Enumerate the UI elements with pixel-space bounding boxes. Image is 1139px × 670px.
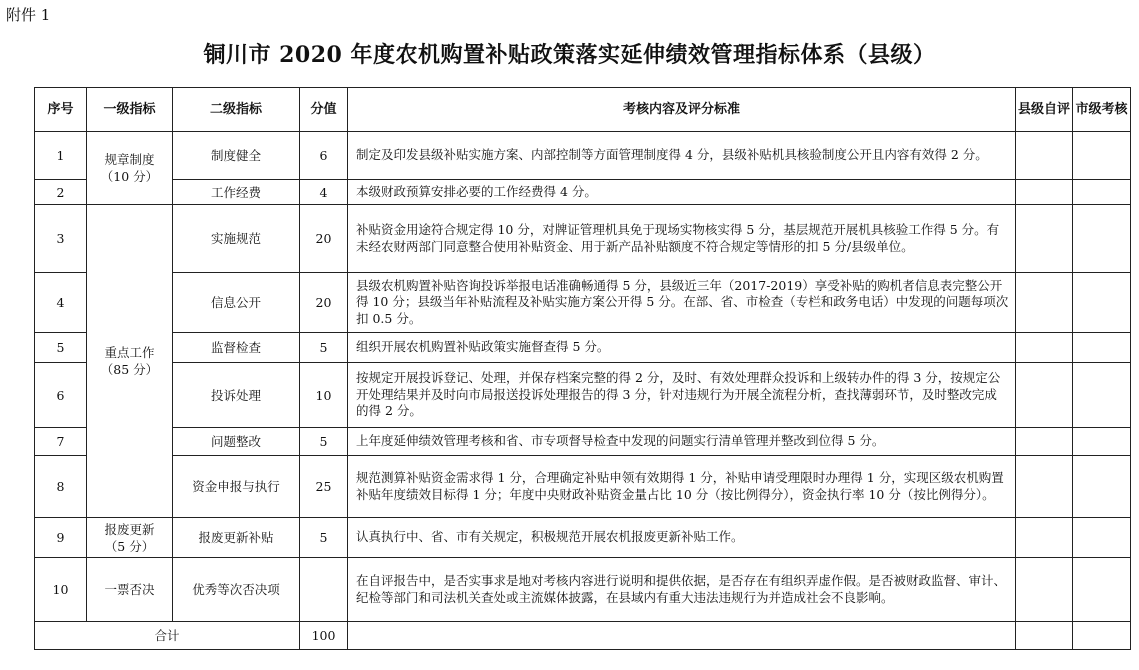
table-row: [35, 558, 1131, 622]
indicator-cell: 实施规范: [173, 205, 300, 273]
score-cell: 4: [300, 180, 348, 205]
county-self-cell[interactable]: [1016, 273, 1073, 333]
criteria-cell: 上年度延伸绩效管理考核和省、市专项督导检查中发现的问题实行清单管理并整改到位得 5 分。: [348, 428, 1016, 456]
county-self-cell[interactable]: [1016, 205, 1073, 273]
county-self-cell[interactable]: [1016, 558, 1073, 622]
indicator-cell: 资金申报与执行: [173, 456, 300, 518]
criteria-cell: 在自评报告中，是否实事求是地对考核内容进行说明和提供依据，是否存在有组织弄虚作假。是否被财政监督、审计、纪检等部门和司法机关查处或主流媒体披露，在县域内有重大违法违规行为并造成社会不良影响。: [348, 558, 1016, 622]
row-index: 8: [35, 456, 87, 518]
table-row: [35, 205, 1131, 273]
indicator-cell: 工作经费: [173, 180, 300, 205]
score-cell: [300, 558, 348, 622]
indicator-cell: 问题整改: [173, 428, 300, 456]
criteria-cell: 按规定开展投诉登记、处理，并保存档案完整的得 2 分，及时、有效处理群众投诉和上级转办件的得 3 分，按规定公开处理结果并及时向市局报送投诉处理报告的得 3 分，针对违规行为开展全流程分析，查找薄弱环节，及时整改完成的得 2 分。: [348, 363, 1016, 428]
total-score: 100: [300, 622, 348, 650]
table-header-row: [35, 88, 1131, 132]
county-self-cell[interactable]: [1016, 180, 1073, 205]
criteria-cell: 制定及印发县级补贴实施方案、内部控制等方面管理制度得 4 分，县级补贴机具核验制度公开且内容有效得 2 分。: [348, 132, 1016, 180]
header-level1: 一级指标: [87, 88, 173, 132]
indicator-cell: 监督检查: [173, 333, 300, 363]
county-self-cell[interactable]: [1016, 363, 1073, 428]
row-index: 9: [35, 518, 87, 558]
row-index: 3: [35, 205, 87, 273]
attachment-label: 附件 1: [6, 6, 51, 24]
criteria-cell: 组织开展农机购置补贴政策实施督查得 5 分。: [348, 333, 1016, 363]
total-row: [35, 622, 1131, 650]
table-row: [35, 363, 1131, 428]
header-level2: 二级指标: [173, 88, 300, 132]
row-index: 5: [35, 333, 87, 363]
indicator-cell: 报废更新补贴: [173, 518, 300, 558]
county-self-cell[interactable]: [1016, 333, 1073, 363]
header-county-self: 县级自评: [1016, 88, 1073, 132]
county-self-cell[interactable]: [1016, 456, 1073, 518]
indicator-cell: 信息公开: [173, 273, 300, 333]
row-index: 6: [35, 363, 87, 428]
row-index: 7: [35, 428, 87, 456]
row-index: 2: [35, 180, 87, 205]
header-index: 序号: [35, 88, 87, 132]
criteria-cell: 规范测算补贴资金需求得 1 分，合理确定补贴申领有效期得 1 分，补贴申请受理限时办理得 1 分，实现区级农机购置补贴年度绩效目标得 1 分；年度中央财政补贴资金量占比 10 分（按比例得分），资金执行率 10 分（按比例得分）。: [348, 456, 1016, 518]
criteria-cell: 本级财政预算安排必要的工作经费得 4 分。: [348, 180, 1016, 205]
table-row: [35, 180, 1131, 205]
row-index: 10: [35, 558, 87, 622]
group-cell: 报废更新 （5 分）: [87, 518, 173, 558]
county-self-cell[interactable]: [1016, 132, 1073, 180]
score-cell: 10: [300, 363, 348, 428]
score-cell: 20: [300, 273, 348, 333]
row-index: 4: [35, 273, 87, 333]
group-cell: 重点工作 （85 分）: [87, 205, 173, 518]
city-review-cell[interactable]: [1073, 428, 1131, 456]
city-review-cell[interactable]: [1073, 205, 1131, 273]
city-review-cell[interactable]: [1073, 622, 1131, 650]
indicator-cell: 优秀等次否决项: [173, 558, 300, 622]
header-criteria: 考核内容及评分标准: [348, 88, 1016, 132]
city-review-cell[interactable]: [1073, 518, 1131, 558]
city-review-cell[interactable]: [1073, 273, 1131, 333]
header-score: 分值: [300, 88, 348, 132]
city-review-cell[interactable]: [1073, 558, 1131, 622]
group-cell: 一票否决: [87, 558, 173, 622]
table-row: [35, 428, 1131, 456]
criteria-cell: 认真执行中、省、市有关规定，积极规范开展农机报废更新补贴工作。: [348, 518, 1016, 558]
county-self-cell[interactable]: [1016, 428, 1073, 456]
header-city-review: 市级考核: [1073, 88, 1131, 132]
city-review-cell[interactable]: [1073, 180, 1131, 205]
criteria-cell: 县级农机购置补贴咨询投诉举报电话准确畅通得 5 分，县级近三年（2017-2019）享受补贴的购机者信息表完整公开得 10 分；县级当年补贴流程及补贴实施方案公开得 5 分。在部、省、市检查（专栏和政务电话）中发现的问题每项次扣 0.5 分。: [348, 273, 1016, 333]
score-cell: 25: [300, 456, 348, 518]
indicator-cell: 制度健全: [173, 132, 300, 180]
score-cell: 20: [300, 205, 348, 273]
total-criteria-cell: [348, 622, 1016, 650]
city-review-cell[interactable]: [1073, 333, 1131, 363]
table-row: [35, 518, 1131, 558]
criteria-cell: 补贴资金用途符合规定得 10 分，对牌证管理机具免于现场实物核实得 5 分，基层规范开展机具核验工作得 5 分。有未经农财两部门同意整合使用补贴资金、用于新产品补贴额度不符合规定等情形的扣 5 分/县级单位。: [348, 205, 1016, 273]
county-self-cell[interactable]: [1016, 518, 1073, 558]
group-cell: 规章制度 （10 分）: [87, 132, 173, 205]
total-label: 合计: [35, 622, 300, 650]
city-review-cell[interactable]: [1073, 132, 1131, 180]
score-cell: 5: [300, 333, 348, 363]
document-title: 铜川市 2020 年度农机购置补贴政策落实延伸绩效管理指标体系（县级）: [203, 42, 936, 68]
city-review-cell[interactable]: [1073, 363, 1131, 428]
indicator-table: [34, 87, 1131, 650]
score-cell: 5: [300, 428, 348, 456]
table-row: [35, 273, 1131, 333]
city-review-cell[interactable]: [1073, 456, 1131, 518]
row-index: 1: [35, 132, 87, 180]
table-row: [35, 132, 1131, 180]
score-cell: 5: [300, 518, 348, 558]
indicator-cell: 投诉处理: [173, 363, 300, 428]
table-row: [35, 456, 1131, 518]
table-row: [35, 333, 1131, 363]
county-self-cell[interactable]: [1016, 622, 1073, 650]
score-cell: 6: [300, 132, 348, 180]
